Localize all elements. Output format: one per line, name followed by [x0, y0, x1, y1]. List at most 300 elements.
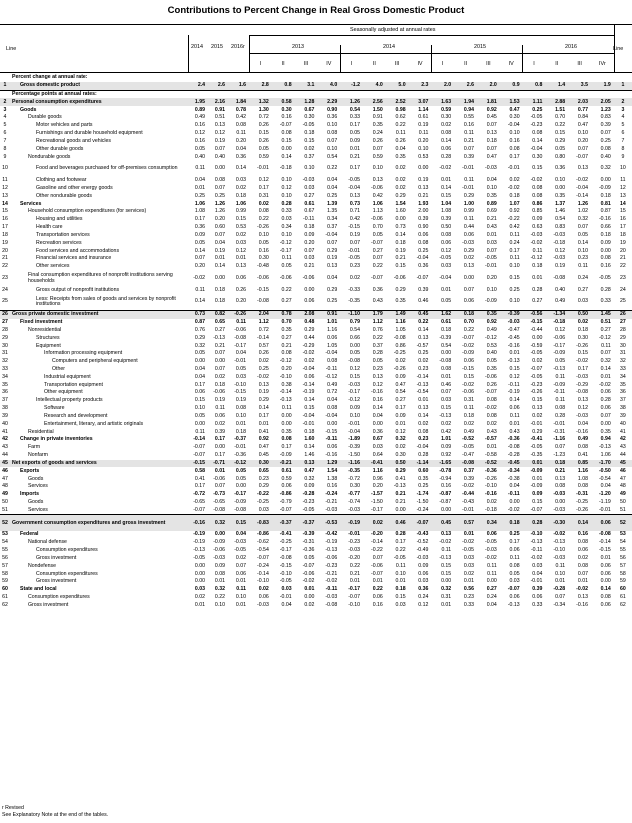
value-cell: -0.05	[462, 547, 474, 554]
value-cell: 0.36	[327, 114, 338, 121]
value-cell: 0.35	[600, 428, 611, 435]
value-cell: 0.01	[235, 255, 247, 262]
value-cell: 0.13	[235, 263, 247, 270]
value-cell: -0.08	[393, 334, 406, 341]
value-cell: -0.03	[348, 381, 361, 388]
value-cell: 0.11	[509, 412, 520, 419]
value-cell: 0.16	[194, 137, 206, 144]
value-cell: 0.15	[509, 366, 520, 372]
value-cell: 0.06	[600, 601, 611, 608]
value-cell: 0.84	[577, 114, 588, 121]
value-cell: -0.17	[553, 342, 566, 349]
value-cell: 0.09	[600, 239, 611, 246]
value-cell: -0.08	[348, 358, 361, 365]
value-cell: -0.24	[325, 491, 338, 498]
table-row	[0, 436, 632, 444]
value-cell: -0.03	[234, 539, 247, 546]
line-number: 34	[2, 373, 8, 380]
value-cell: -0.23	[530, 381, 543, 388]
value-cell: 0.32	[304, 475, 315, 482]
value-cell: 0.21	[395, 255, 406, 262]
value-cell: -0.19	[340, 515, 363, 531]
value-cell: 2.03	[568, 98, 591, 106]
value-cell: 0.59	[258, 153, 269, 160]
value-cell: 0.13	[577, 397, 588, 404]
value-cell: -0.02	[193, 274, 206, 281]
value-cell: -0.28	[553, 586, 566, 593]
value-cell: -0.02	[530, 239, 543, 246]
value-cell: 0.01	[577, 578, 588, 585]
value-cell: -0.08	[325, 601, 338, 608]
value-cell: 0.27	[395, 397, 406, 404]
value-cell: -0.06	[213, 389, 226, 396]
value-cell: -0.05	[302, 122, 315, 129]
value-cell: 0.08	[555, 405, 566, 412]
value-cell: 0.18	[545, 460, 568, 468]
value-cell: -0.02	[484, 405, 497, 412]
value-cell: 0.10	[235, 412, 247, 419]
quarter-header: II	[555, 61, 559, 67]
value-cell: 0.08	[486, 397, 497, 404]
value-cell: 0.24	[486, 594, 497, 601]
value-cell: 0.00	[600, 578, 611, 585]
value-cell: 0.00	[194, 570, 206, 577]
value-cell: -0.06	[234, 326, 247, 333]
value-cell: -0.39	[348, 444, 361, 451]
value-cell: 0.18	[463, 412, 474, 419]
value-cell: 0.06	[304, 373, 315, 380]
value-cell: 0.49	[194, 114, 206, 121]
value-cell: 0.01	[214, 578, 226, 585]
value-cell: -0.14	[257, 570, 269, 577]
value-cell: 0.04	[600, 483, 611, 490]
value-cell: 0.09	[395, 373, 406, 380]
value-cell: 1.26	[577, 200, 588, 207]
value-cell: 0.07	[214, 231, 226, 238]
table-row	[0, 555, 632, 563]
value-cell: -0.02	[484, 554, 497, 561]
value-cell: 0.02	[395, 444, 406, 451]
value-cell: 0.05	[235, 467, 247, 474]
value-cell: 0.06	[418, 570, 429, 577]
value-cell: -0.04	[530, 145, 543, 152]
value-cell: 0.26	[258, 350, 269, 357]
value-cell: -0.36	[302, 547, 315, 554]
line-number-right: 45	[614, 460, 632, 468]
value-cell: 0.29	[327, 286, 338, 293]
value-cell: -1.50	[370, 499, 383, 506]
value-cell: 0.13	[486, 130, 497, 137]
value-cell: -0.07	[348, 594, 361, 601]
value-cell: -0.36	[234, 452, 247, 459]
value-cell: 0.43	[486, 428, 497, 435]
row-label: Consumption expenditures	[36, 547, 98, 554]
value-cell: 0.36	[372, 428, 383, 435]
value-cell: 0.05	[258, 145, 269, 152]
value-cell: 0.00	[194, 578, 206, 585]
value-cell: 2.00	[418, 208, 429, 215]
line-number: 62	[2, 601, 8, 608]
value-cell: -0.06	[370, 184, 383, 191]
value-cell: 0.02	[395, 184, 406, 191]
value-cell: -0.25	[393, 350, 406, 357]
value-cell: -0.08	[279, 554, 292, 561]
value-cell: 0.61	[418, 114, 429, 121]
value-cell: -0.14	[257, 334, 269, 341]
row-label: Services	[10, 507, 188, 515]
value-cell: 0.48	[304, 319, 315, 326]
value-cell: 0.10	[577, 130, 588, 137]
row-label: Furnishings and durable household equipment	[36, 130, 143, 137]
value-cell: 0.11	[578, 263, 588, 270]
value-cell: -0.11	[553, 389, 566, 396]
table-row	[0, 145, 632, 153]
value-cell: 0.07	[486, 247, 497, 254]
value-cell: 1.95	[188, 98, 208, 106]
row-label: Services	[28, 483, 48, 490]
value-cell: 0.09	[532, 491, 543, 498]
value-cell: -0.06	[370, 562, 383, 569]
value-cell: -0.16	[507, 342, 520, 349]
value-cell: -0.31	[576, 491, 588, 498]
value-cell: 0.03	[441, 397, 452, 404]
value-cell: -0.08	[228, 507, 249, 515]
line-number-right: 12	[620, 184, 626, 191]
value-cell: 0.23	[577, 255, 588, 262]
value-cell: 0.06	[194, 389, 206, 396]
table-row	[0, 562, 632, 570]
value-cell: 0.47	[486, 153, 497, 160]
value-cell: -0.16	[576, 428, 588, 435]
value-cell: 0.32	[194, 342, 206, 349]
line-number: 61	[2, 594, 8, 601]
quarter-header: III	[486, 61, 491, 67]
value-cell: 0.12	[349, 366, 361, 372]
value-cell: 1.29	[317, 460, 340, 468]
value-cell: -0.03	[257, 601, 269, 608]
value-cell: 0.02	[235, 554, 247, 561]
value-cell: 0.08	[577, 444, 588, 451]
value-cell: 0.02	[577, 319, 588, 326]
value-cell: 0.04	[194, 373, 206, 380]
value-cell: 2.16	[208, 98, 228, 106]
value-cell: 0.26	[235, 286, 247, 293]
line-number: 17	[2, 224, 8, 231]
value-cell: -0.09	[553, 350, 566, 357]
value-cell: 0.21	[395, 491, 406, 498]
value-cell: 0.19	[327, 255, 338, 262]
value-cell: 0.11	[601, 342, 611, 349]
value-cell: -0.77	[348, 491, 361, 498]
value-cell: 0.11	[236, 130, 247, 137]
value-cell: 0.00	[327, 420, 338, 427]
value-cell: 0.92	[486, 106, 497, 113]
value-cell: 0.08	[235, 405, 247, 412]
value-cell: 0.14	[304, 397, 315, 404]
value-cell: 0.12	[214, 130, 226, 137]
line-number-right: 39	[620, 412, 626, 419]
value-cell: 0.79	[349, 319, 361, 326]
value-cell: -0.10	[530, 531, 543, 538]
value-cell: 0.10	[555, 177, 566, 184]
value-cell: -0.62	[257, 539, 269, 546]
value-cell: -0.31	[553, 428, 566, 435]
value-cell: 0.46	[386, 515, 409, 531]
line-number-right: 54	[620, 539, 626, 546]
value-cell: 0.72	[258, 326, 269, 333]
row-label: Computers and peripheral equipment	[52, 358, 138, 365]
value-cell: 0.18	[600, 192, 611, 199]
line-number-right: 30	[620, 342, 626, 349]
value-cell: -0.10	[279, 570, 292, 577]
value-cell: 0.24	[509, 239, 520, 246]
value-cell: 1.01	[327, 319, 338, 326]
value-cell: 0.08	[532, 184, 543, 191]
line-number: 4	[3, 114, 7, 121]
value-cell: 0.91	[214, 106, 226, 113]
value-cell: 0.17	[258, 184, 269, 191]
value-cell: 0.86	[532, 200, 543, 207]
line-number-right: 49	[620, 491, 626, 498]
value-cell: -0.15	[530, 319, 543, 326]
value-cell: 0.55	[463, 114, 474, 121]
value-cell: 0.07	[304, 247, 315, 254]
value-cell: 0.83	[555, 224, 566, 231]
row-label: Other equipment	[44, 389, 83, 396]
value-cell: 1.05	[395, 326, 406, 333]
value-cell: 0.85	[568, 460, 591, 468]
value-cell: 0.00	[281, 145, 292, 152]
value-cell: 0.00	[418, 165, 429, 172]
value-cell: -1.65	[431, 460, 454, 468]
table-row	[0, 216, 632, 224]
table-row	[0, 420, 632, 428]
line-number: 19	[2, 239, 8, 246]
value-cell: 0.17	[258, 412, 269, 419]
value-cell: -0.14	[302, 381, 315, 388]
value-cell: 0.30	[258, 255, 269, 262]
value-cell: 0.76	[194, 326, 206, 333]
value-cell: -0.05	[279, 578, 292, 585]
value-cell: -1.89	[348, 436, 361, 443]
value-cell: 0.03	[249, 507, 272, 515]
value-cell: -0.09	[279, 452, 292, 459]
value-cell: -0.01	[234, 444, 247, 451]
value-cell: -0.43	[416, 531, 429, 538]
value-cell: 0.15	[555, 130, 566, 137]
value-cell: 0.00	[372, 420, 383, 427]
value-cell: -0.07	[523, 507, 546, 515]
value-cell: 1.4	[545, 82, 568, 90]
line-number-right: 50	[620, 499, 626, 506]
value-cell: -0.03	[317, 507, 340, 515]
table-row	[0, 294, 632, 310]
value-cell: 0.12	[281, 184, 292, 191]
value-cell: 0.73	[188, 310, 208, 318]
value-cell: 0.07	[372, 554, 383, 561]
value-cell: 0.04	[235, 145, 247, 152]
value-cell: 0.30	[577, 334, 588, 341]
value-cell: -0.03	[416, 554, 429, 561]
value-cell: -0.13	[439, 412, 452, 419]
value-cell: 0.34	[477, 515, 500, 531]
value-cell: -0.02	[576, 358, 588, 365]
row-label: Goods	[28, 499, 44, 506]
value-cell: -0.07	[507, 586, 520, 593]
value-cell: -0.13	[553, 366, 566, 372]
line-number-right: 47	[620, 475, 626, 482]
value-cell: 0.26	[258, 122, 269, 129]
value-cell: 0.42	[349, 216, 361, 223]
value-cell: 0.39	[441, 216, 452, 223]
value-cell: -0.07	[370, 274, 383, 281]
row-label: Goods	[20, 106, 37, 113]
value-cell: 0.89	[486, 200, 497, 207]
value-cell: 0.06	[235, 570, 247, 577]
line-number-right: 62	[620, 601, 626, 608]
value-cell: -0.12	[325, 373, 338, 380]
value-cell: 0.15	[349, 373, 361, 380]
value-cell: 0.13	[327, 263, 338, 270]
value-cell: 0.35	[486, 192, 497, 199]
line-number: 18	[2, 231, 8, 238]
value-cell: 0.35	[386, 294, 409, 310]
value-cell: 0.28	[372, 350, 383, 357]
quarter-header: IV	[508, 61, 514, 67]
value-cell: -0.02	[439, 539, 452, 546]
value-cell: -0.03	[484, 165, 497, 172]
line-number-right: 5	[621, 122, 625, 129]
value-cell: -0.09	[530, 483, 543, 490]
header-top-rule	[0, 24, 632, 25]
value-cell: 0.20	[372, 483, 383, 490]
value-cell: -0.29	[576, 381, 588, 388]
value-cell: 0.08	[486, 412, 497, 419]
value-cell: 0.37	[327, 224, 338, 231]
row-label: Food services and accommodations	[36, 247, 120, 254]
row-label: Final consumption expenditures of nonprofit institutions serving households	[28, 272, 173, 284]
value-cell: 0.10	[577, 247, 588, 254]
value-cell: -0.24	[409, 507, 432, 515]
value-cell: -0.06	[484, 373, 497, 380]
value-cell: 0.22	[281, 286, 292, 293]
value-cell: -0.23	[348, 539, 361, 546]
value-cell: 0.06	[591, 515, 614, 531]
value-cell: 0.02	[214, 373, 226, 380]
value-cell: -0.04	[416, 444, 429, 451]
value-cell: 0.16	[441, 483, 452, 490]
value-cell: 0.27	[523, 294, 546, 310]
value-cell: -0.03	[507, 319, 520, 326]
column-divider	[340, 45, 341, 72]
value-cell: 0.69	[486, 208, 497, 215]
value-cell: 0.15	[441, 562, 452, 569]
value-cell: 0.05	[509, 570, 520, 577]
value-cell: -0.09	[462, 350, 474, 357]
value-cell: 2.6	[208, 82, 228, 90]
line-number: 40	[2, 420, 8, 427]
value-cell: 0.50	[568, 310, 591, 318]
value-cell: 0.01	[600, 554, 611, 561]
table-row	[0, 114, 632, 122]
value-cell: 1.38	[327, 475, 338, 482]
value-cell: 0.58	[272, 98, 295, 106]
value-cell: -0.52	[477, 460, 500, 468]
value-cell: 0.22	[395, 547, 406, 554]
value-cell: 0.01	[194, 601, 206, 608]
value-cell: 0.13	[295, 460, 318, 468]
value-cell: 0.42	[372, 192, 383, 199]
value-cell: -0.03	[553, 554, 566, 561]
value-cell: 2.05	[591, 98, 614, 106]
value-cell: -0.22	[507, 216, 520, 223]
value-cell: 0.05	[304, 554, 315, 561]
value-cell: -0.05	[484, 255, 497, 262]
value-cell: 0.08	[441, 366, 452, 372]
value-cell: 1.06	[235, 200, 247, 207]
value-cell: 0.78	[272, 310, 295, 318]
value-cell: 0.06	[509, 594, 520, 601]
line-number: 27	[2, 319, 8, 326]
value-cell: 1.08	[194, 208, 206, 215]
value-cell: -0.13	[325, 547, 338, 554]
line-number: 23	[2, 274, 8, 281]
value-cell: -0.26	[576, 342, 588, 349]
line-number-right: 31	[620, 350, 626, 357]
value-cell: 0.24	[418, 594, 429, 601]
value-cell: -0.26	[484, 475, 497, 482]
value-cell: 1.06	[600, 452, 611, 459]
value-cell: 0.02	[304, 601, 315, 608]
value-cell: -0.11	[325, 366, 338, 372]
value-cell: 0.39	[532, 586, 543, 593]
value-cell: 0.04	[214, 239, 226, 246]
row-label: Nondefense	[28, 562, 56, 569]
value-cell: 0.49	[486, 326, 497, 333]
value-cell: 0.67	[372, 436, 383, 443]
value-cell: -0.05	[348, 255, 361, 262]
value-cell: -0.12	[279, 239, 292, 246]
value-cell: -0.35	[340, 294, 363, 310]
value-cell: 0.07	[463, 286, 474, 293]
value-cell: 0.18	[509, 192, 520, 199]
value-cell: 0.09	[349, 137, 361, 144]
value-cell: 0.09	[304, 483, 315, 490]
line-number: 21	[2, 255, 8, 262]
value-cell: 0.25	[600, 137, 611, 144]
value-cell: -0.12	[484, 334, 497, 341]
value-cell: 0.00	[463, 274, 474, 281]
value-cell: 0.9	[500, 82, 523, 90]
value-cell: 0.11	[281, 405, 292, 412]
value-cell: 0.06	[577, 547, 588, 554]
line-number-right: 23	[620, 274, 626, 281]
value-cell: 0.21	[555, 467, 566, 474]
line-number-right: 36	[620, 389, 626, 396]
value-cell: -0.20	[370, 531, 383, 538]
value-cell: 0.01	[523, 460, 546, 468]
value-cell: 0.07	[214, 366, 226, 372]
value-cell: 0.07	[194, 255, 206, 262]
row-label: Nondurable goods	[28, 153, 71, 160]
line-number-right: 37	[620, 397, 626, 404]
value-cell: 0.13	[214, 122, 226, 129]
value-cell: 0.15	[441, 405, 452, 412]
value-cell: 0.92	[486, 319, 497, 326]
value-cell: 0.99	[463, 208, 474, 215]
value-cell: 0.14	[281, 153, 292, 160]
value-cell: 0.15	[463, 373, 474, 380]
